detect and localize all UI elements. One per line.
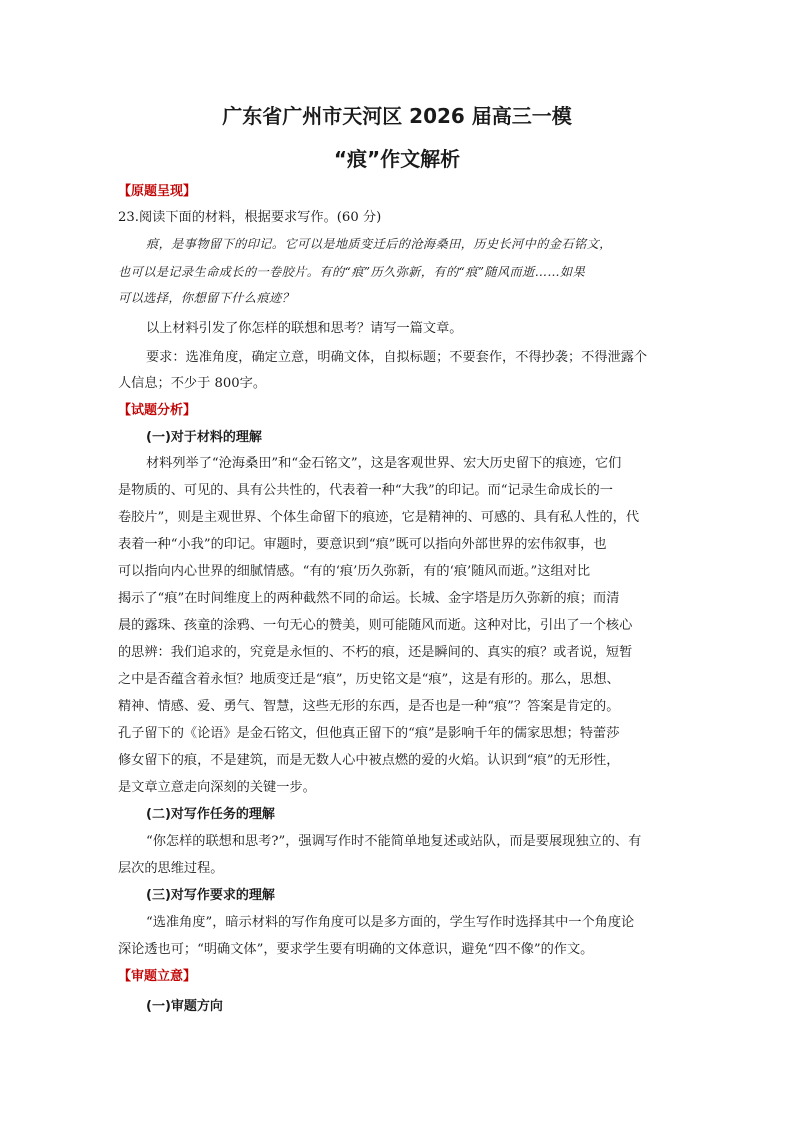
paragraph-line: 修女留下的痕，不是建筑，而是无数人心中被点燃的爱的火焰。认识到“痕”的无形性， xyxy=(118,753,620,768)
paragraph-line: 的思辨：我们追求的，究竟是永恒的、不朽的痕，还是瞬间的、真实的痕？或者说，短暂 xyxy=(118,645,633,660)
subheading-task: (二)对写作任务的理解 xyxy=(146,807,275,822)
material-line: 痕，是事物留下的印记。它可以是地质变迁后的沧海桑田，历史长河中的金石铭文， xyxy=(146,237,612,251)
paragraph-line: 是物质的、可见的、具有公共性的，代表着一种“大我”的印记。而“记录生命成长的一 xyxy=(118,483,613,498)
section-heading-analysis: 【试题分析】 xyxy=(118,403,197,418)
requirement-line: 要求：选准角度，确定立意，明确文体，自拟标题；不要套作，不得抄袭；不得泄露个 xyxy=(146,350,648,365)
subheading-requirement: (三)对写作要求的理解 xyxy=(146,888,275,903)
subheading-direction: (一)审题方向 xyxy=(146,999,223,1014)
paragraph-line: 深论透也可；“明确文体”，要求学生要有明确的文体意识，避免“四不像”的作文。 xyxy=(118,942,594,957)
paragraph-line: 卷胶片”，则是主观世界、个体生命留下的痕迹，它是精神的、可感的、具有私人性的，代 xyxy=(118,510,640,525)
paragraph-line: “选准角度”，暗示材料的写作角度可以是多方面的，学生写作时选择其中一个角度论 xyxy=(146,915,635,930)
paragraph-line: 孔子留下的《论语》是金石铭文，但他真正留下的“痕”是影响千年的儒家思想；特蕾莎 xyxy=(118,726,620,741)
paragraph-line: 表着一种“小我”的印记。审题时，要意识到“痕”既可以指向外部世界的宏伟叙事，也 xyxy=(118,537,607,552)
material-line: 也可以是记录生命成长的一卷胶片。有的“痕”历久弥新，有的“痕”随风而逝……如果 xyxy=(118,265,586,279)
requirement-line: 人信息；不少于 800字。 xyxy=(118,376,267,391)
paragraph-line: 晨的露珠、孩童的涂鸦、一句无心的赞美，则可能随风而逝。这种对比，引出了一个核心 xyxy=(118,618,633,633)
paragraph-line: 可以指向内心世界的细腻情感。“有的‘痕’历久弥新，有的‘痕’随风而逝。”这组对比 xyxy=(118,564,591,579)
prompt-line: 以上材料引发了你怎样的联想和思考？请写一篇文章。 xyxy=(146,321,463,336)
paragraph-line: 材料列举了“沧海桑田”和“金石铭文”，这是客观世界、宏大历史留下的痕迹，它们 xyxy=(146,456,622,471)
question-header: 23.阅读下面的材料，根据要求写作。(60 分) xyxy=(118,210,382,225)
section-heading-original: 【原题呈现】 xyxy=(118,184,197,199)
paragraph-line: 之中是否蕴含着永恒？地质变迁是“痕”，历史铭文是“痕”，这是有形的。那么，思想、 xyxy=(118,672,620,687)
subheading-material: (一)对于材料的理解 xyxy=(146,430,262,445)
document-title: 广东省广州市天河区 2026 届高三一模 xyxy=(222,104,572,128)
document-subtitle: “痕”作文解析 xyxy=(333,147,461,171)
paragraph-line: 层次的思维过程。 xyxy=(118,861,224,876)
paragraph-line: 揭示了“痕”在时间维度上的两种截然不同的命运。长城、金字塔是历久弥新的痕；而清 xyxy=(118,591,620,606)
section-heading-review: 【审题立意】 xyxy=(118,969,197,984)
paragraph-line: 是文章立意走向深刻的关键一步。 xyxy=(118,780,316,795)
material-line: 可以选择，你想留下什么痕迹？ xyxy=(118,291,295,305)
paragraph-line: “你怎样的联想和思考?”，强调写作时不能简单地复述或站队，而是要展现独立的、有 xyxy=(146,834,642,849)
paragraph-line: 精神、情感、爱、勇气、智慧，这些无形的东西，是否也是一种“痕”？答案是肯定的。 xyxy=(118,699,620,714)
